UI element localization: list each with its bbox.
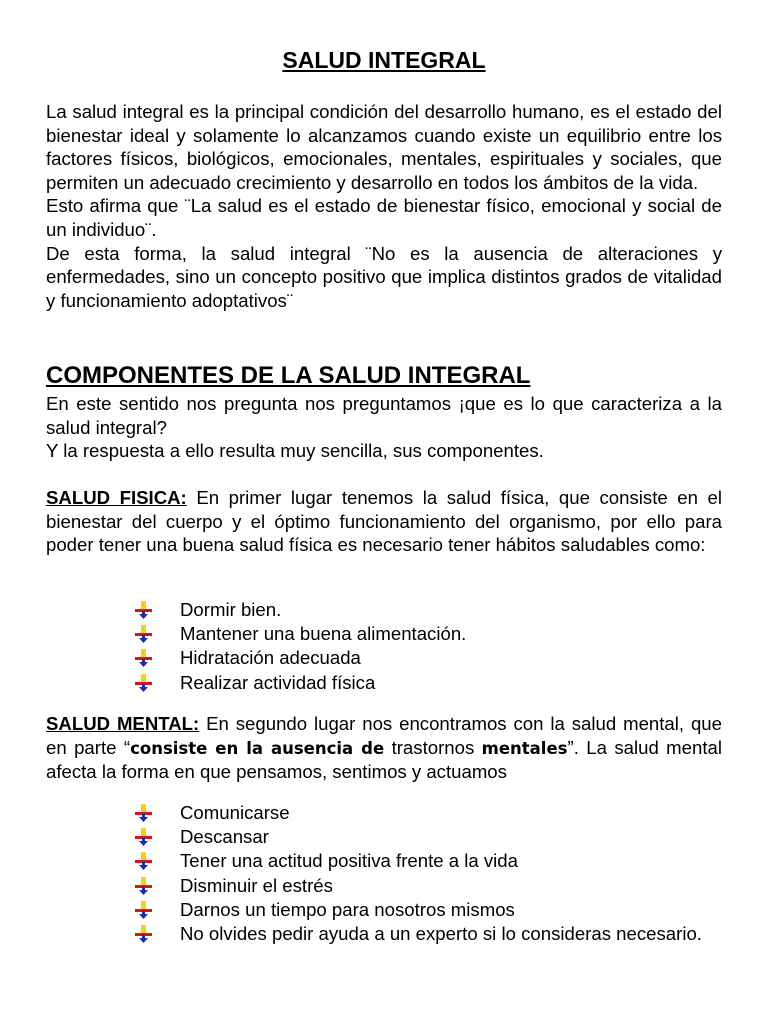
list-item: No olvides pedir ayuda a un experto si lo consideras necesario. xyxy=(134,922,702,946)
salud-mental-list xyxy=(134,801,702,946)
emphasis-text: consiste en la ausencia de xyxy=(130,738,385,758)
arrow-down-bullet-icon xyxy=(134,649,154,667)
arrow-down-bullet-icon xyxy=(134,804,154,822)
intro-paragraph-3: De esta forma, la salud integral ¨No es la ausencia de alteraciones y enfermedades, sino un concepto positivo que implica distintos grados de vitalidad y funcionamiento adoptativos¨ xyxy=(46,242,722,311)
list-item: Realizar actividad física xyxy=(134,671,466,695)
arrow-down-bullet-icon xyxy=(134,925,154,943)
arrow-down-bullet-icon xyxy=(134,877,154,895)
salud-fisica-paragraph xyxy=(46,486,722,557)
intro-section xyxy=(46,100,722,312)
intro-paragraph-1: La salud integral es la principal condición del desarrollo humano, es el estado del bienestar ideal y solamente lo alcanzamos cuando existe un equilibrio entre los factores físicos, biológicos, emocionales, mentales, espirituales y sociales, que permiten un adecuado crecimiento y desarrollo en todos los ámbitos de la vida. xyxy=(46,101,722,193)
salud-mental-paragraph: SALUD MENTAL: En segundo lugar nos encontramos con la salud mental, que en parte “consiste en la ausencia de trastornos mentales”. La salud mental afecta la forma en que pensamos, sentimos y actuamos xyxy=(46,713,722,783)
list-item: Darnos un tiempo para nosotros mismos xyxy=(134,898,702,922)
list-item: Tener una actitud positiva frente a la vida xyxy=(134,849,702,873)
salud-fisica-text: En primer lugar tenemos la salud física, que consiste en el bienestar del cuerpo y el óptimo funcionamiento del organismo, por ello para poder tener una buena salud física es necesario tener hábitos saludables como: xyxy=(46,487,722,556)
components-intro xyxy=(46,392,722,463)
arrow-down-bullet-icon xyxy=(134,674,154,692)
list-item: Descansar xyxy=(134,825,702,849)
list-item: Dormir bien. xyxy=(134,598,466,622)
components-line-1: En este sentido nos pregunta nos preguntamos ¡que es lo que caracteriza a la salud integral? xyxy=(46,393,722,438)
salud-fisica-list xyxy=(134,598,466,695)
page-title: SALUD INTEGRAL xyxy=(282,47,486,73)
components-line-2: Y la respuesta a ello resulta muy sencilla, sus componentes. xyxy=(46,440,544,462)
intro-paragraph-2: Esto afirma que ¨La salud es el estado de bienestar físico, emocional y social de un individuo¨. xyxy=(46,195,722,240)
emphasis-text: mentales xyxy=(481,738,568,758)
salud-fisica-label: SALUD FISICA: xyxy=(46,487,187,508)
arrow-down-bullet-icon xyxy=(134,828,154,846)
list-item: Comunicarse xyxy=(134,801,702,825)
arrow-down-bullet-icon xyxy=(134,901,154,919)
list-item: Mantener una buena alimentación. xyxy=(134,622,466,646)
salud-mental-label: SALUD MENTAL: xyxy=(46,713,200,734)
list-item: Disminuir el estrés xyxy=(134,874,702,898)
components-heading: COMPONENTES DE LA SALUD INTEGRAL xyxy=(46,362,531,389)
arrow-down-bullet-icon xyxy=(134,601,154,619)
arrow-down-bullet-icon xyxy=(134,852,154,870)
arrow-down-bullet-icon xyxy=(134,625,154,643)
list-item: Hidratación adecuada xyxy=(134,646,466,670)
